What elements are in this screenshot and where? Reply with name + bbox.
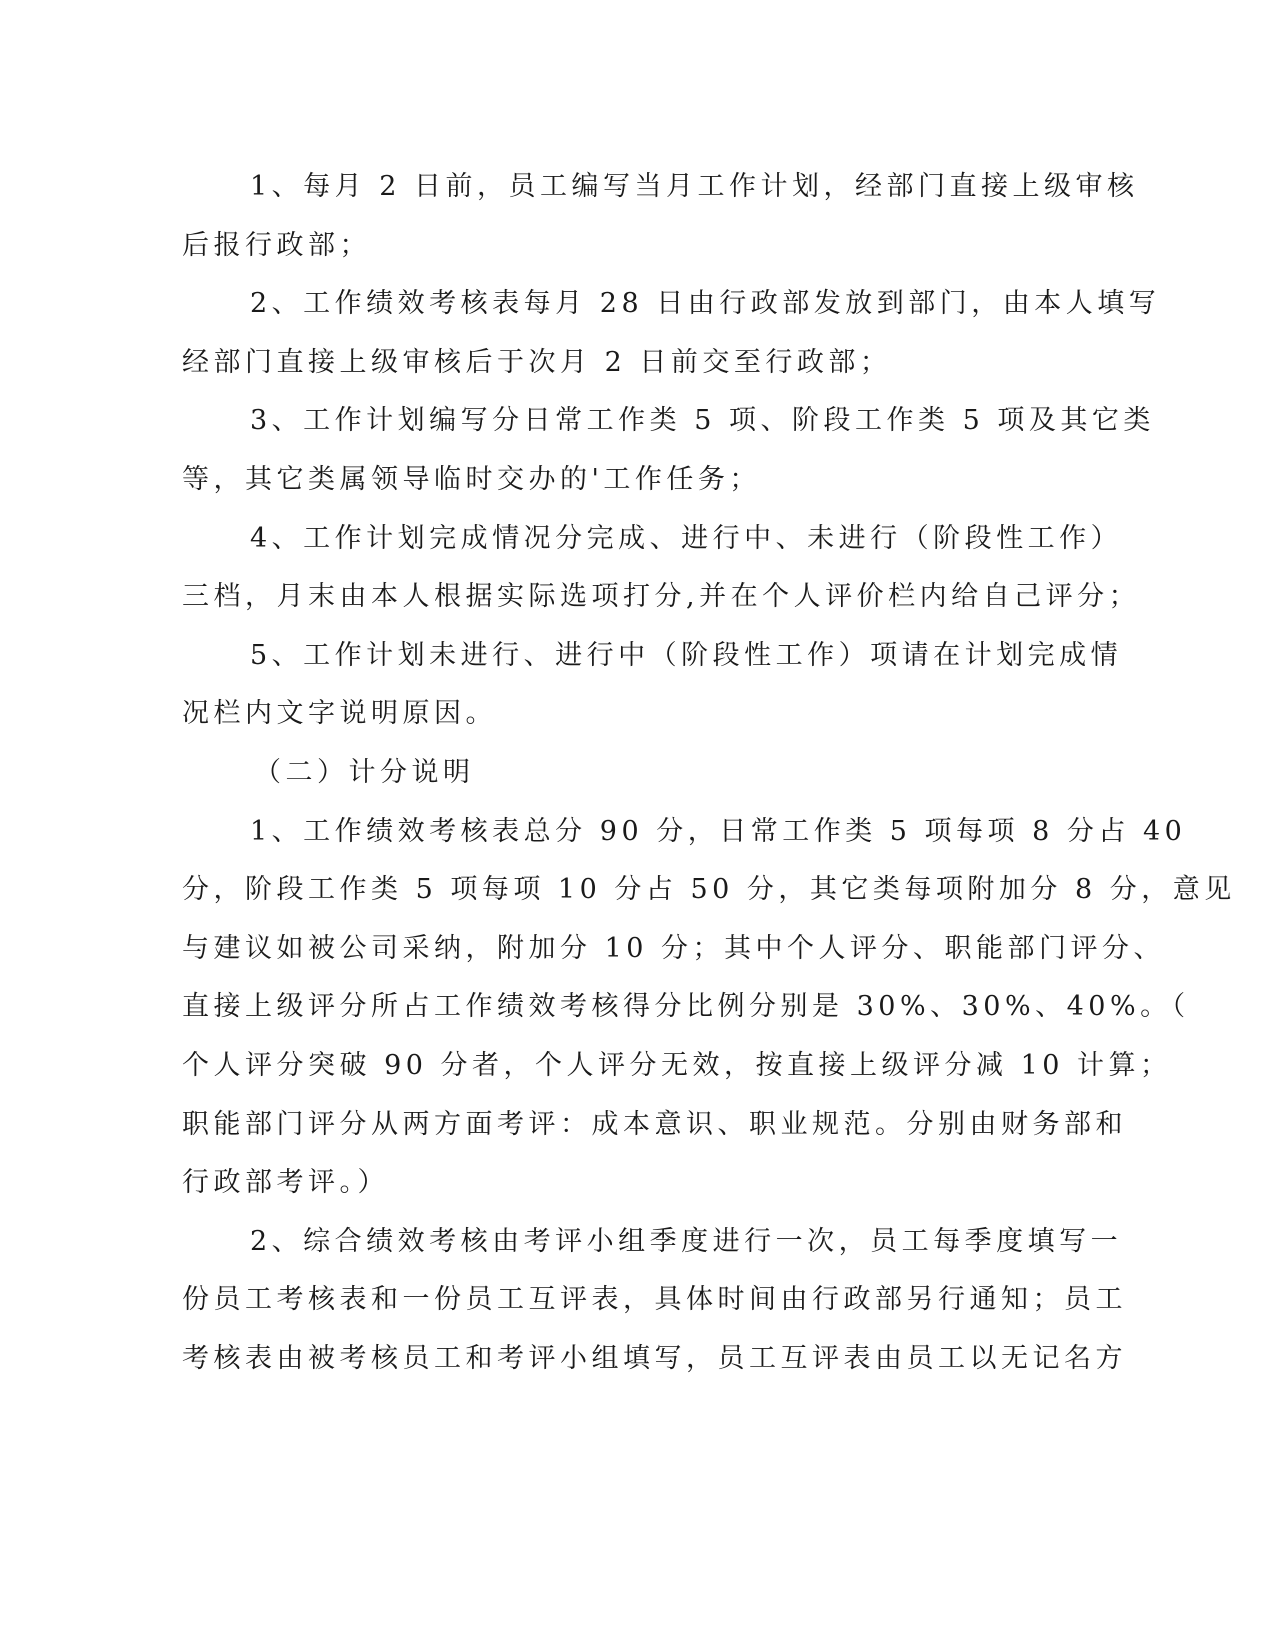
paragraph-line: 2、工作绩效考核表每月 28 日由行政部发放到部门，由本人填写 [250,288,1161,320]
paragraph-line: 经部门直接上级审核后于次月 2 日前交至行政部； [182,346,892,378]
paragraph-line: 1、每月 2 日前，员工编写当月工作计划，经部门直接上级审核 [250,171,1139,202]
paragraph-line: 2、综合绩效考核由考评小组季度进行一次，员工每季度填写一 [250,1225,1123,1257]
paragraph-line: 直接上级评分所占工作绩效考核得分比例分别是 30%、30%、40%。（ [182,991,1190,1023]
paragraph-line: 三档，月末由本人根据实际选项打分,并在个人评价栏内给自己评分； [182,581,1141,613]
paragraph-line: 职能部门评分从两方面考评：成本意识、职业规范。分别由财务部和 [182,1108,1127,1140]
paragraph-line: 3、工作计划编写分日常工作类 5 项、阶段工作类 5 项及其它类 [250,405,1155,437]
paragraph-line: 行政部考评。） [182,1167,389,1199]
paragraph-line: 4、工作计划完成情况分完成、进行中、未进行（阶段性工作） [250,522,1123,554]
paragraph-line: 后报行政部； [182,229,371,261]
paragraph-line: 与建议如被公司采纳，附加分 10 分；其中个人评分、职能部门评分、 [182,932,1166,964]
paragraph-line: 等，其它类属领导临时交办的'工作任务； [182,463,761,495]
paragraph-line: 个人评分突破 90 分者，个人评分无效，按直接上级评分减 10 计算； [182,1049,1172,1081]
paragraph-line: 1、工作绩效考核表总分 90 分，日常工作类 5 项每项 8 分占 40 [250,815,1187,847]
section-heading: （二）计分说明 [254,756,475,788]
paragraph-line: 考核表由被考核员工和考评小组填写，员工互评表由员工以无记名方 [182,1342,1127,1374]
document-body [182,158,1236,1388]
paragraph-line: 份员工考核表和一份员工互评表，具体时间由行政部另行通知；员工 [182,1284,1127,1316]
paragraph-line: 5、工作计划未进行、进行中（阶段性工作）项请在计划完成情 [250,639,1123,671]
paragraph-line: 分，阶段工作类 5 项每项 10 分占 50 分，其它类每项附加分 8 分，意见 [182,874,1236,906]
paragraph-line: 况栏内文字说明原因。 [182,698,497,730]
